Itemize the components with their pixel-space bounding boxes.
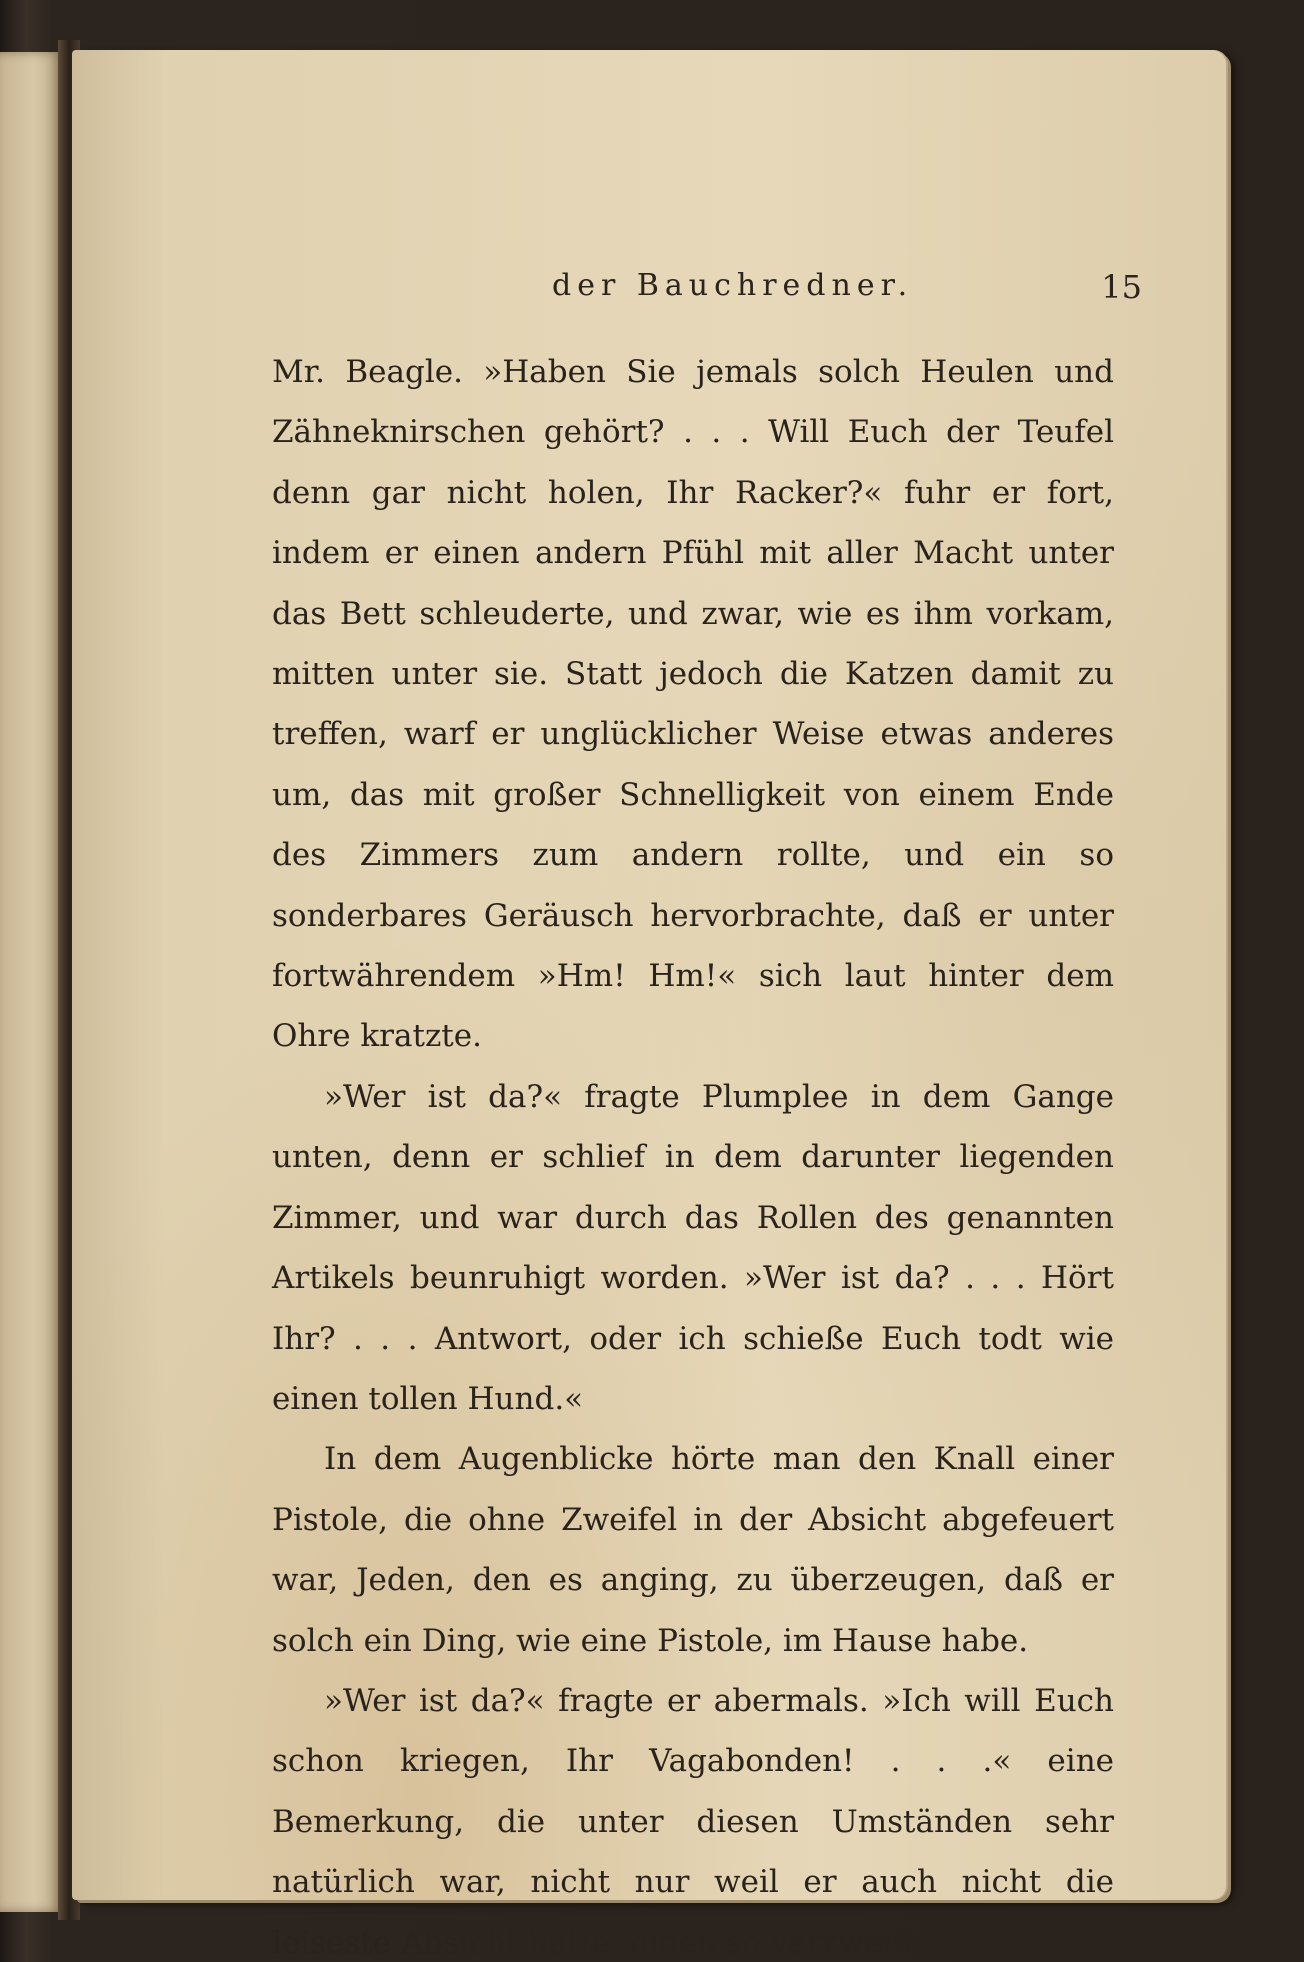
running-head: [402, 268, 1202, 318]
paragraph-3: In dem Augenblicke hörte man den Knall einer Pistole, die ohne Zweifel in der Absicht abgefeuert war, Jeden, den es anging, zu überzeugen, daß er solch ein Ding, wie eine Pistole, im Hause habe.: [272, 1441, 1114, 1659]
paragraph-2: »Wer ist da?« fragte Plumplee in dem Gange unten, denn er schlief in dem darunter liegenden Zimmer, und war durch das Rollen des genannten Artikels beunruhigt worden. »Wer ist da? . . . Hört Ihr? . . . Antwort, oder ich schieße Euch todt wie einen tollen Hund.«: [272, 1078, 1114, 1417]
body-text: [272, 342, 1114, 1962]
book-page: [72, 50, 1226, 1961]
page-number: 15: [1101, 268, 1142, 306]
paragraph-4: »Wer ist da?« fragte er abermals. »Ich will Euch schon kriegen, Ihr Vagabonden! . . .« eine Bemerkung, die unter diesen Umständen sehr natürlich war, nicht nur weil er auch nicht die leiseste Absicht hatte, einen so verzweifel-: [272, 1682, 1114, 1961]
paragraph-1: Mr. Beagle. »Haben Sie jemals solch Heulen und Zähneknirschen gehört? . . . Will Euch der Teufel denn gar nicht holen, Ihr Racker?« fuhr er fort, indem er einen andern Pfühl mit aller Macht unter das Bett schleuderte, und zwar, wie es ihm vorkam, mitten unter sie. Statt jedoch die Katzen damit zu treffen, warf er unglücklicher Weise etwas anderes um, das mit großer Schnelligkeit von einem Ende des Zimmers zum andern rollte, und ein so sonderbares Geräusch hervorbrachte, daß er unter fortwährendem »Hm! Hm!« sich laut hinter dem Ohre kratzte.: [272, 354, 1114, 1055]
running-head-title: der Bauchredner.: [552, 268, 914, 303]
previous-page-edge: [0, 52, 62, 1912]
